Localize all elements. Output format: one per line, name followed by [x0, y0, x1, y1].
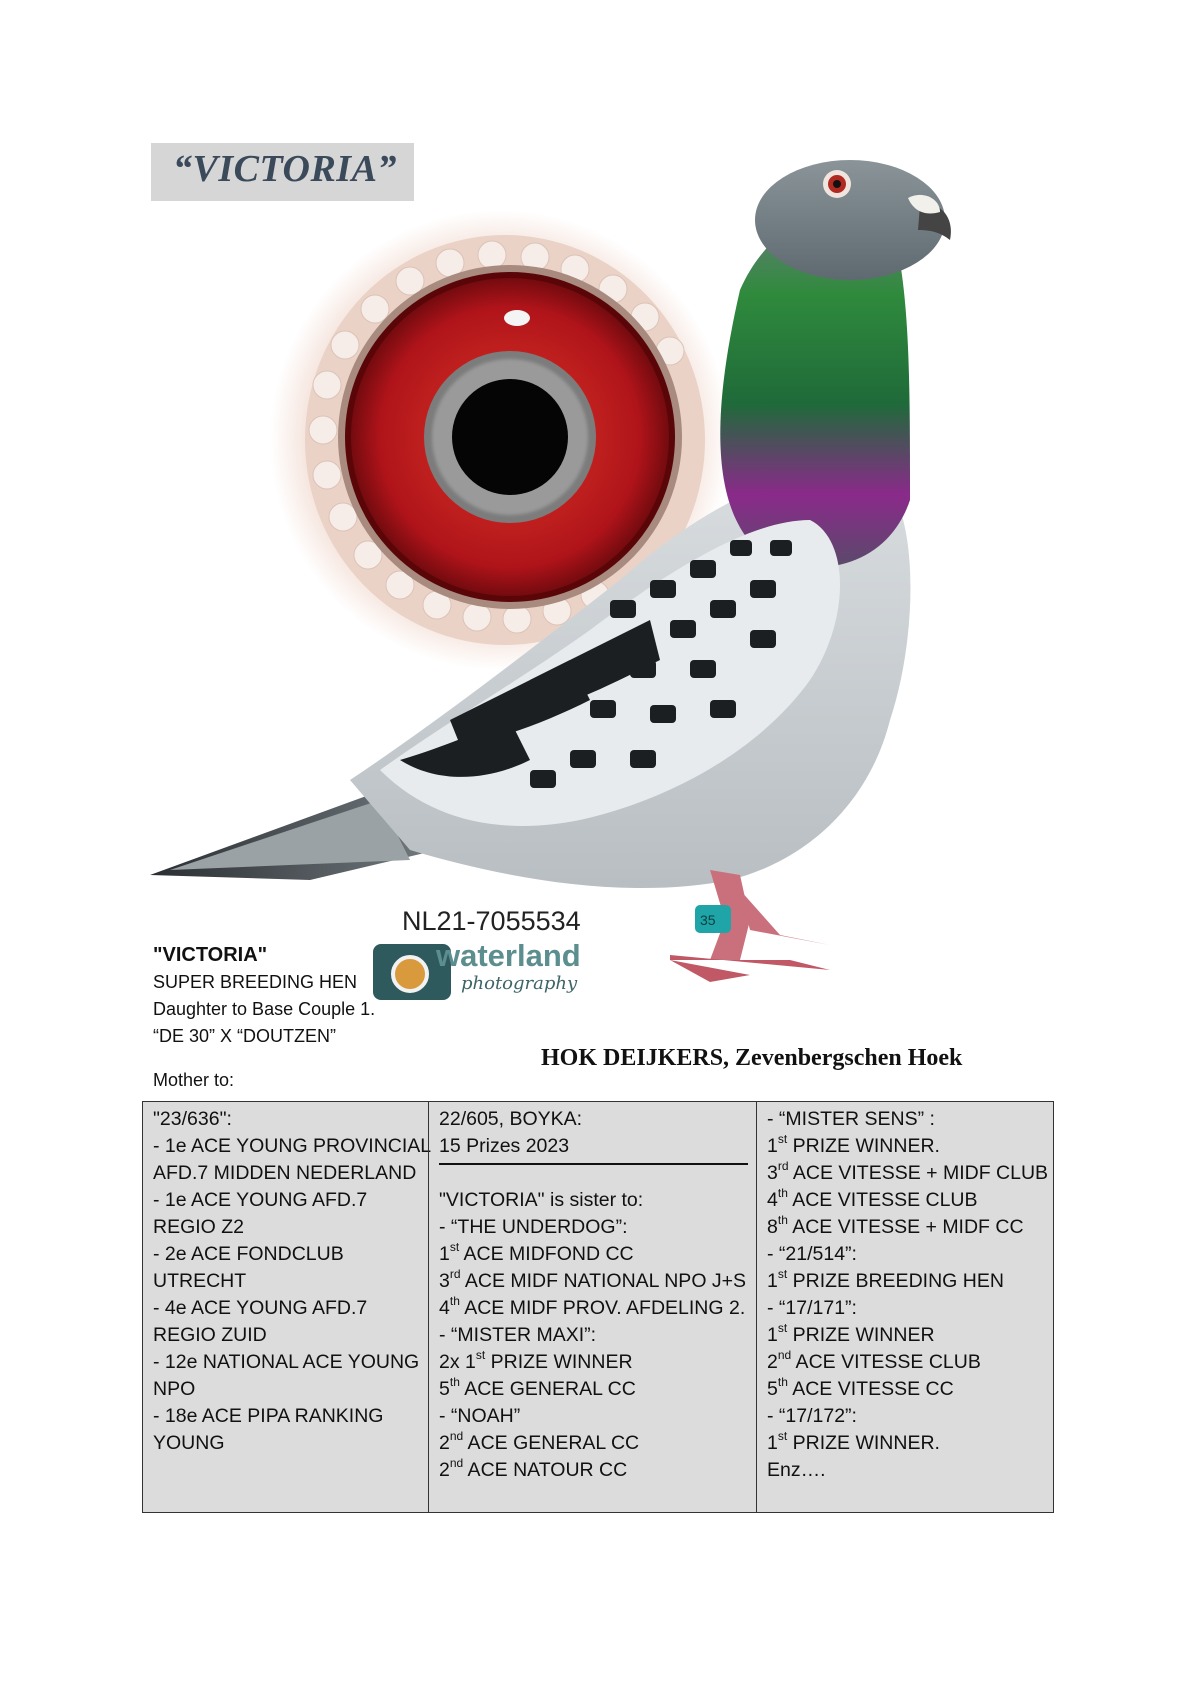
divider	[439, 1163, 748, 1165]
table-row: - 18e ACE PIPA RANKING	[153, 1405, 384, 1427]
table-row: AFD.7 MIDDEN NEDERLAND	[153, 1162, 417, 1184]
table-row: - “21/514”:	[767, 1243, 857, 1265]
ring-band-text: 35	[700, 912, 716, 928]
table-row: YOUNG	[153, 1432, 225, 1454]
table-row: Enz….	[767, 1459, 826, 1481]
table-row: 15 Prizes 2023	[439, 1135, 570, 1157]
table-row: - “17/171”:	[767, 1297, 857, 1319]
table-row: 2nd ACE GENERAL CC	[439, 1428, 640, 1454]
table-row: 3rd ACE VITESSE + MIDF CLUB	[767, 1158, 1049, 1184]
owner-name: HOK DEIJKERS, Zevenbergschen Hoek	[541, 1045, 963, 1071]
logo-sub: photography	[461, 973, 578, 994]
table-row: 8th ACE VITESSE + MIDF CC	[767, 1212, 1024, 1238]
column-more-siblings	[756, 1102, 1053, 1512]
table-row: - “MISTER SENS” :	[767, 1108, 935, 1130]
table-row: 2nd ACE VITESSE CLUB	[767, 1347, 981, 1373]
pigeon-name: "VICTORIA"	[153, 944, 268, 966]
table-row: "23/636":	[153, 1108, 232, 1130]
table-row: - “MISTER MAXI”:	[439, 1324, 597, 1346]
table-row: - “THE UNDERDOG”:	[439, 1216, 628, 1238]
table-row: 1st PRIZE WINNER	[767, 1320, 935, 1346]
table-row: 2nd ACE NATOUR CC	[439, 1455, 628, 1481]
table-row: 22/605, BOYKA:	[439, 1108, 583, 1130]
table-row: 1st PRIZE BREEDING HEN	[767, 1266, 1004, 1292]
table-row: - 4e ACE YOUNG AFD.7	[153, 1297, 368, 1319]
column-offspring	[143, 1102, 432, 1512]
table-row: - “17/172”:	[767, 1405, 857, 1427]
page-title: “VICTORIA”	[173, 148, 397, 190]
info-line: SUPER BREEDING HEN	[153, 972, 358, 992]
table-row: - “NOAH”	[439, 1405, 521, 1427]
table-row: - 12e NATIONAL ACE YOUNG	[153, 1351, 420, 1373]
table-row: 3rd ACE MIDF NATIONAL NPO J+S	[439, 1266, 747, 1292]
table-row: 4th ACE VITESSE CLUB	[767, 1185, 978, 1211]
table-row: 4th ACE MIDF PROV. AFDELING 2.	[439, 1293, 746, 1319]
table-row: REGIO Z2	[153, 1216, 245, 1238]
table-row: 5th ACE GENERAL CC	[439, 1374, 636, 1400]
table-row: 2x 1st PRIZE WINNER	[439, 1347, 633, 1373]
table-row: 1st ACE MIDFOND CC	[439, 1239, 634, 1265]
table-row: - 1e ACE YOUNG PROVINCIAL	[153, 1135, 432, 1157]
table-row: 1st PRIZE WINNER.	[767, 1131, 940, 1157]
logo-word: waterland	[436, 938, 581, 973]
info-line: Daughter to Base Couple 1.	[153, 999, 376, 1019]
table-row: REGIO ZUID	[153, 1324, 267, 1346]
pigeon-photo	[150, 160, 1030, 1030]
column-siblings	[428, 1102, 756, 1512]
results-table	[142, 1101, 1054, 1513]
table-row: - 1e ACE YOUNG AFD.7	[153, 1189, 368, 1211]
table-row: - 2e ACE FONDCLUB	[153, 1243, 344, 1265]
table-row: UTRECHT	[153, 1270, 247, 1292]
table-row: NPO	[153, 1378, 196, 1400]
table-row: 1st PRIZE WINNER.	[767, 1428, 940, 1454]
table-row: "VICTORIA" is sister to:	[439, 1189, 644, 1211]
mother-label: Mother to:	[153, 1070, 235, 1090]
watermark-logo	[373, 938, 623, 1008]
info-line: “DE 30” X “DOUTZEN”	[153, 1026, 337, 1046]
ring-number: NL21-7055534	[402, 906, 581, 936]
table-row: 5th ACE VITESSE CC	[767, 1374, 954, 1400]
pigeon-info	[153, 942, 375, 1050]
